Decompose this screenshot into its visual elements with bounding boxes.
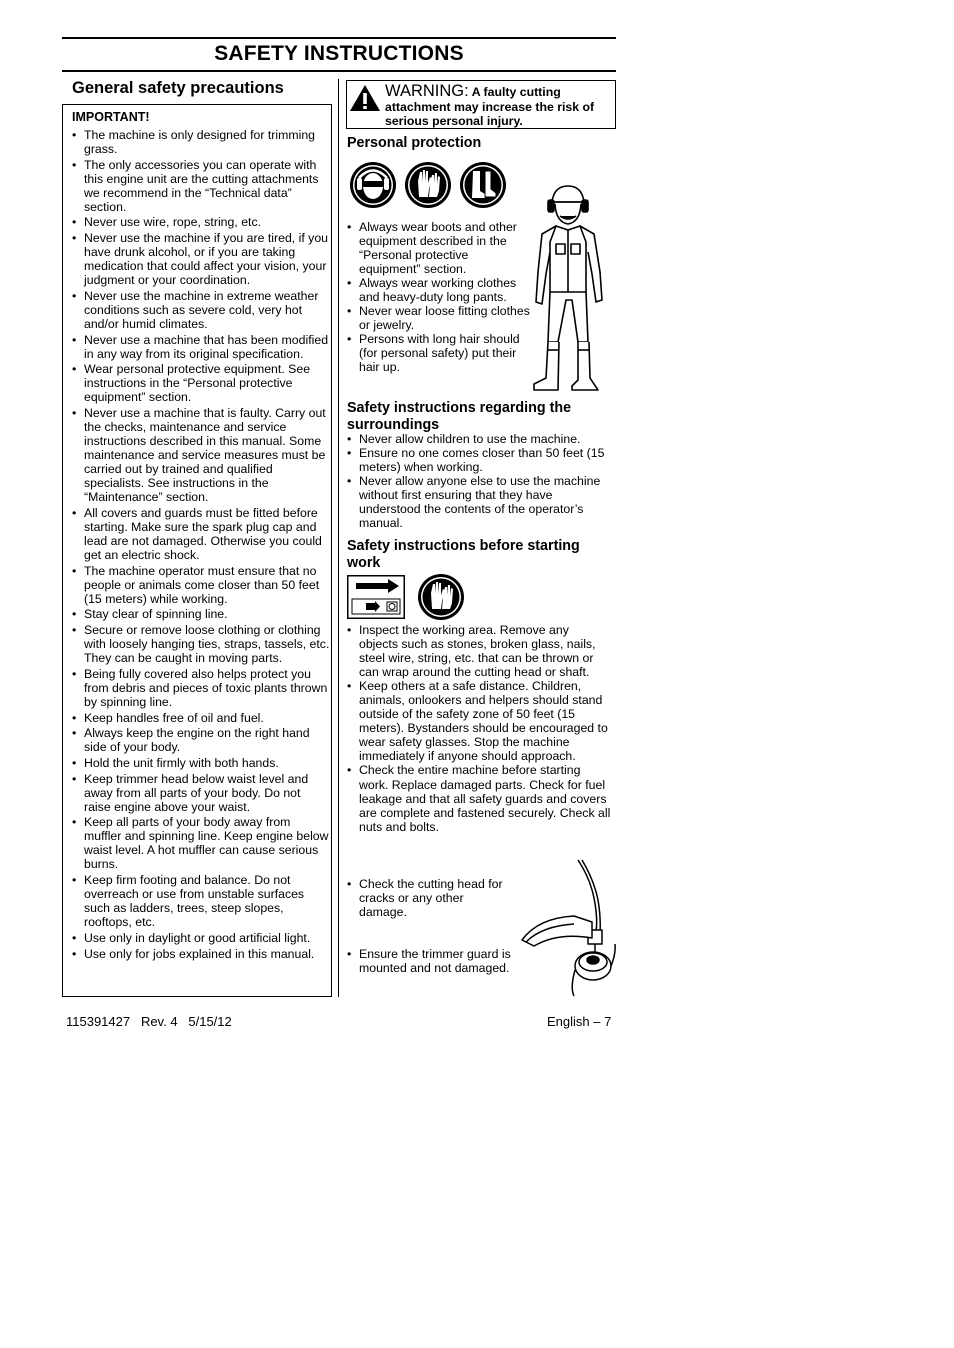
personal-protection-list [347,220,532,375]
list-item: • Always wear working clothes and heavy‑duty long pants. [347,276,532,304]
surroundings-heading: Safety instructions regarding the surroundings [347,400,572,433]
list-item: • Always wear boots and other equipment described in the “Personal protective equipment” section. [347,220,532,276]
read-manual-icon [347,575,405,619]
check-cutting-head-list [347,877,512,919]
general-heading: General safety precautions [72,79,284,97]
list-item: • Use only in daylight or good artificial light. [72,931,330,945]
gloves-icon [417,573,465,621]
list-item: • Inspect the working area. Remove any objects such as stones, broken glass, nails, steel wire, string, etc. that can be thrown or can wrap around the cutting head or shaft. [347,623,611,679]
list-item: • Check the cutting head for cracks or any other damage. [347,877,512,919]
trimmer-guard-list [347,947,517,975]
list-item: • Never allow anyone else to use the machine without first ensuring that they have understood the contents of the operator’s manual. [347,474,611,530]
boots-icon [459,161,507,209]
list-item: • Keep handles free of oil and fuel. [72,711,330,725]
list-item: • Hold the unit firmly with both hands. [72,756,330,770]
important-label: IMPORTANT! [72,110,150,124]
trimmer-head-and-guard-illustration [518,858,616,998]
warning-label: WARNING: [385,82,469,100]
before-starting-list [347,623,611,834]
before-starting-heading: Safety instructions before starting work [347,538,580,571]
personal-protection-heading: Personal protection [347,135,482,151]
title-rule [62,70,616,72]
list-item: • Keep others at a safe distance. Children, animals, onlookers and helpers should stand outside of the safety zone of 50 feet (15 meters). Bystanders should be encouraged to wear safety glasses. Stop the machine immediately if anyone should approach. [347,679,611,763]
list-item: • Keep firm footing and balance. Do not overreach or use from unstable surfaces such as ladders, trees, steep slopes, rooftops, etc. [72,873,330,929]
list-item: • Secure or remove loose clothing or clothing with loosely hanging ties, straps, tassels, etc. They can be caught in moving parts. [72,623,330,665]
list-item: • Ensure the trimmer guard is mounted and not damaged. [347,947,517,975]
list-item: • Stay clear of spinning line. [72,607,330,621]
list-item: • Never use the machine in extreme weather conditions such as severe cold, very hot and/or humid climates. [72,289,330,331]
list-item: • The machine operator must ensure that no people or animals come closer than 50 feet (15 meters) while working. [72,564,330,606]
page-number: English – 7 [547,1014,612,1029]
warning-text [385,84,607,129]
top-rule [62,37,616,39]
list-item: • Use only for jobs explained in this manual. [72,947,330,961]
worker-in-protective-gear-illustration [528,182,610,394]
list-item: • The machine is only designed for trimming grass. [72,128,330,156]
list-item: • Keep all parts of your body away from muffler and spinning line. Keep engine below waist level. A hot muffler can cause serious burns. [72,815,330,871]
list-item: • Ensure no one comes closer than 50 feet (15 meters) when working. [347,446,611,474]
list-item: • Persons with long hair should (for personal safety) put their hair up. [347,332,532,374]
list-item: • Wear personal protective equipment. See instructions in the “Personal protective equipment” section. [72,362,330,404]
column-divider [338,79,339,997]
list-item: • Never use a machine that has been modified in any way from its original specification. [72,333,330,361]
list-item: • Being fully covered also helps protect you from debris and pieces of toxic plants thrown by spinning line. [72,667,330,709]
list-item: • Never allow children to use the machine. [347,432,611,446]
list-item: • Check the entire machine before starting work. Replace damaged parts. Check for fuel leakage and that all safety guards and covers are complete and fastened securely. Check all nuts and bolts. [347,763,611,833]
warning-message: A faulty cutting attachment may increase the risk of serious personal injury. [385,85,595,128]
list-item: • The only accessories you can operate with this engine unit are the cutting attachments we recommend in the “Technical data” section. [72,158,330,214]
eye-ear-protection-icon [349,161,397,209]
list-item: • Always keep the engine on the right hand side of your body. [72,726,330,754]
list-item: • Keep trimmer head below waist level and away from all parts of your body. Do not raise engine above your waist. [72,772,330,814]
gloves-icon [404,161,452,209]
page-title: SAFETY INSTRUCTIONS [214,42,464,65]
list-item: • Never wear loose fitting clothes or jewelry. [347,304,532,332]
list-item: • Never use wire, rope, string, etc. [72,215,330,229]
document-number: 115391427 Rev. 4 5/15/12 [66,1014,232,1029]
general-list [72,128,330,962]
list-item: • Never use the machine if you are tired, if you have drunk alcohol, or if you are taking medication that could affect your vision, your judgment or your coordination. [72,231,330,287]
list-item: • Never use a machine that is faulty. Carry out the checks, maintenance and service instructions described in this manual. Some maintenance and service measures must be carried out by trained and qualified specialists. See instructions in the “Maintenance” section. [72,406,330,504]
warning-triangle-icon [349,84,381,112]
surroundings-list [347,432,611,530]
list-item: • All covers and guards must be fitted before starting. Make sure the spark plug cap and lead are not damaged. Otherwise you could get an electric shock. [72,506,330,562]
